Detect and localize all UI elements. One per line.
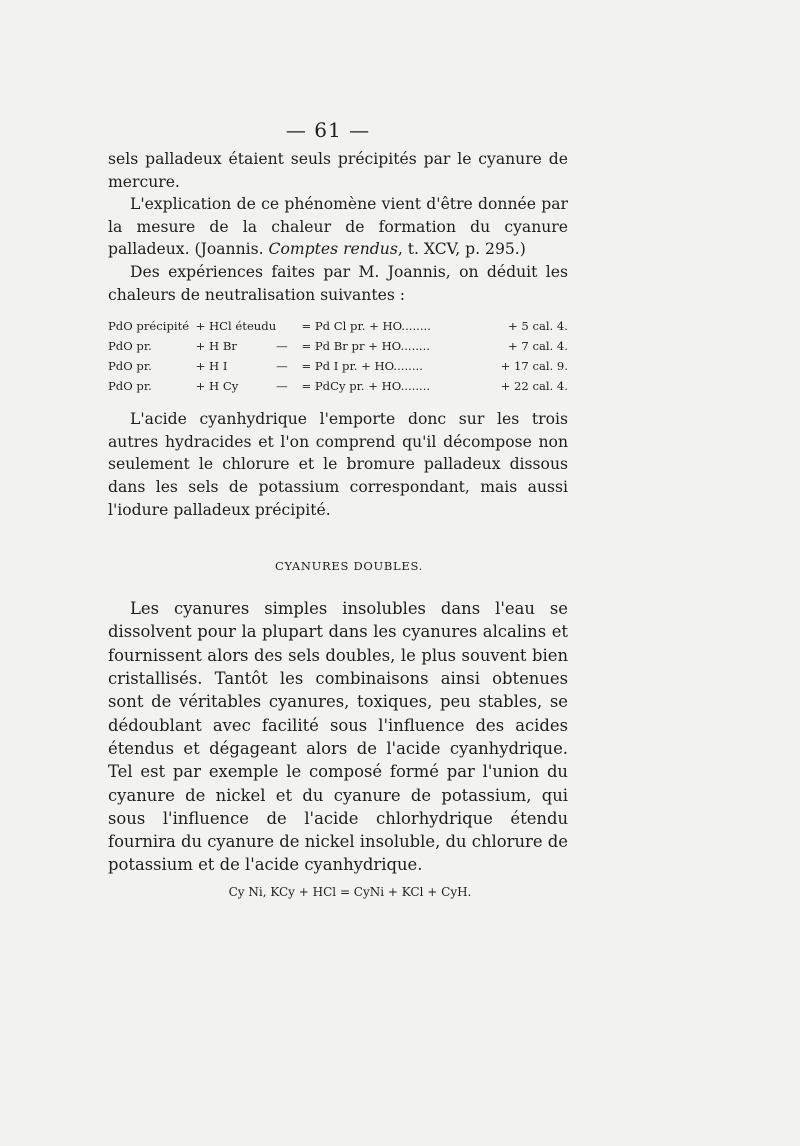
document-page — [108, 118, 568, 899]
paragraph-explication — [108, 193, 568, 261]
table-row — [108, 316, 568, 336]
product-cell: = Pd Br pr + HO........ — [301, 339, 430, 354]
heat-cell: + 7 cal. 4. — [507, 339, 568, 354]
formula: Cy Ni, KCy + HCl = CyNi + KCl + CyH. — [228, 884, 472, 899]
heat-cell: + 17 cal. 9. — [500, 359, 568, 374]
neutralisation-table — [108, 316, 568, 396]
table-row — [108, 356, 568, 376]
table-row — [108, 336, 568, 356]
paragraph-explication-text: L'explication de ce phénomène vient d'être donnée par la mesure de la chaleur de formation du cyanure palladeux. (Joannis. — [108, 195, 568, 259]
paragraph-cyanures-doubles: Les cyanures simples insolubles dans l'eau se dissolvent pour la plupart dans les cyanures alcalins et fournissent alors des sels doubles, le plus souvent bien cristallisés. Tantôt les combinaisons ainsi obtenues sont de véritables cyanures, toxiques, peu stables, se dédoublant avec facilité sous l'influence des acides étendus et dégageant alors de l'acide cyanhydrique. Tel est par exemple le composé formé par l'union du cyanure de nickel et du cyanure de potassium, qui sous l'influence de l'acide chlorhydrique étendu fournira du cyanure de nickel insoluble, du chlorure de potassium et de l'acide cyanhydrique. — [108, 599, 568, 875]
dash-cell — [276, 316, 301, 336]
acid-cell: + H I — [195, 359, 228, 374]
paragraph-continuation: sels palladeux étaient seuls précipités par le cyanure de mercure. — [108, 150, 568, 191]
heat-cell: + 5 cal. 4. — [507, 319, 568, 334]
page-number: — 61 — — [285, 118, 371, 142]
oxide-cell: PdO précipité — [108, 319, 190, 334]
table-row — [108, 376, 568, 396]
acid-cell: + H Br — [195, 339, 237, 354]
oxide-cell: PdO pr. — [108, 379, 152, 394]
paragraph-experiences: Des expériences faites par M. Joannis, on déduit les chaleurs de neutralisation suivantes : — [108, 262, 568, 304]
acid-cell: + H Cy — [195, 379, 239, 394]
citation-journal: Comptes rendus — [268, 240, 398, 259]
dash-cell: — — [276, 379, 288, 394]
paragraph-conclusion: L'acide cyanhydrique l'emporte donc sur les trois autres hydracides et l'on comprend qu'il décompose non seulement le chlorure et le bromure palladeux dissous dans les sels de potassium correspondant, mais aussi l'iodure palladeux précipité. — [108, 410, 568, 519]
oxide-cell: PdO pr. — [108, 359, 152, 374]
oxide-cell: PdO pr. — [108, 339, 152, 354]
section-body — [108, 597, 568, 877]
dash-cell: — — [276, 339, 288, 354]
citation-rest: , t. XCV, p. 295.) — [397, 240, 526, 259]
product-cell: = Pd I pr. + HO........ — [301, 359, 423, 374]
section-title: CYANURES DOUBLES. — [275, 559, 423, 574]
product-cell: = PdCy pr. + HO........ — [301, 379, 431, 394]
product-cell: = Pd Cl pr. + HO........ — [301, 319, 431, 334]
heat-cell: + 22 cal. 4. — [500, 379, 568, 394]
dash-cell: — — [276, 359, 288, 374]
acid-cell: + HCl éteudu — [195, 319, 277, 334]
